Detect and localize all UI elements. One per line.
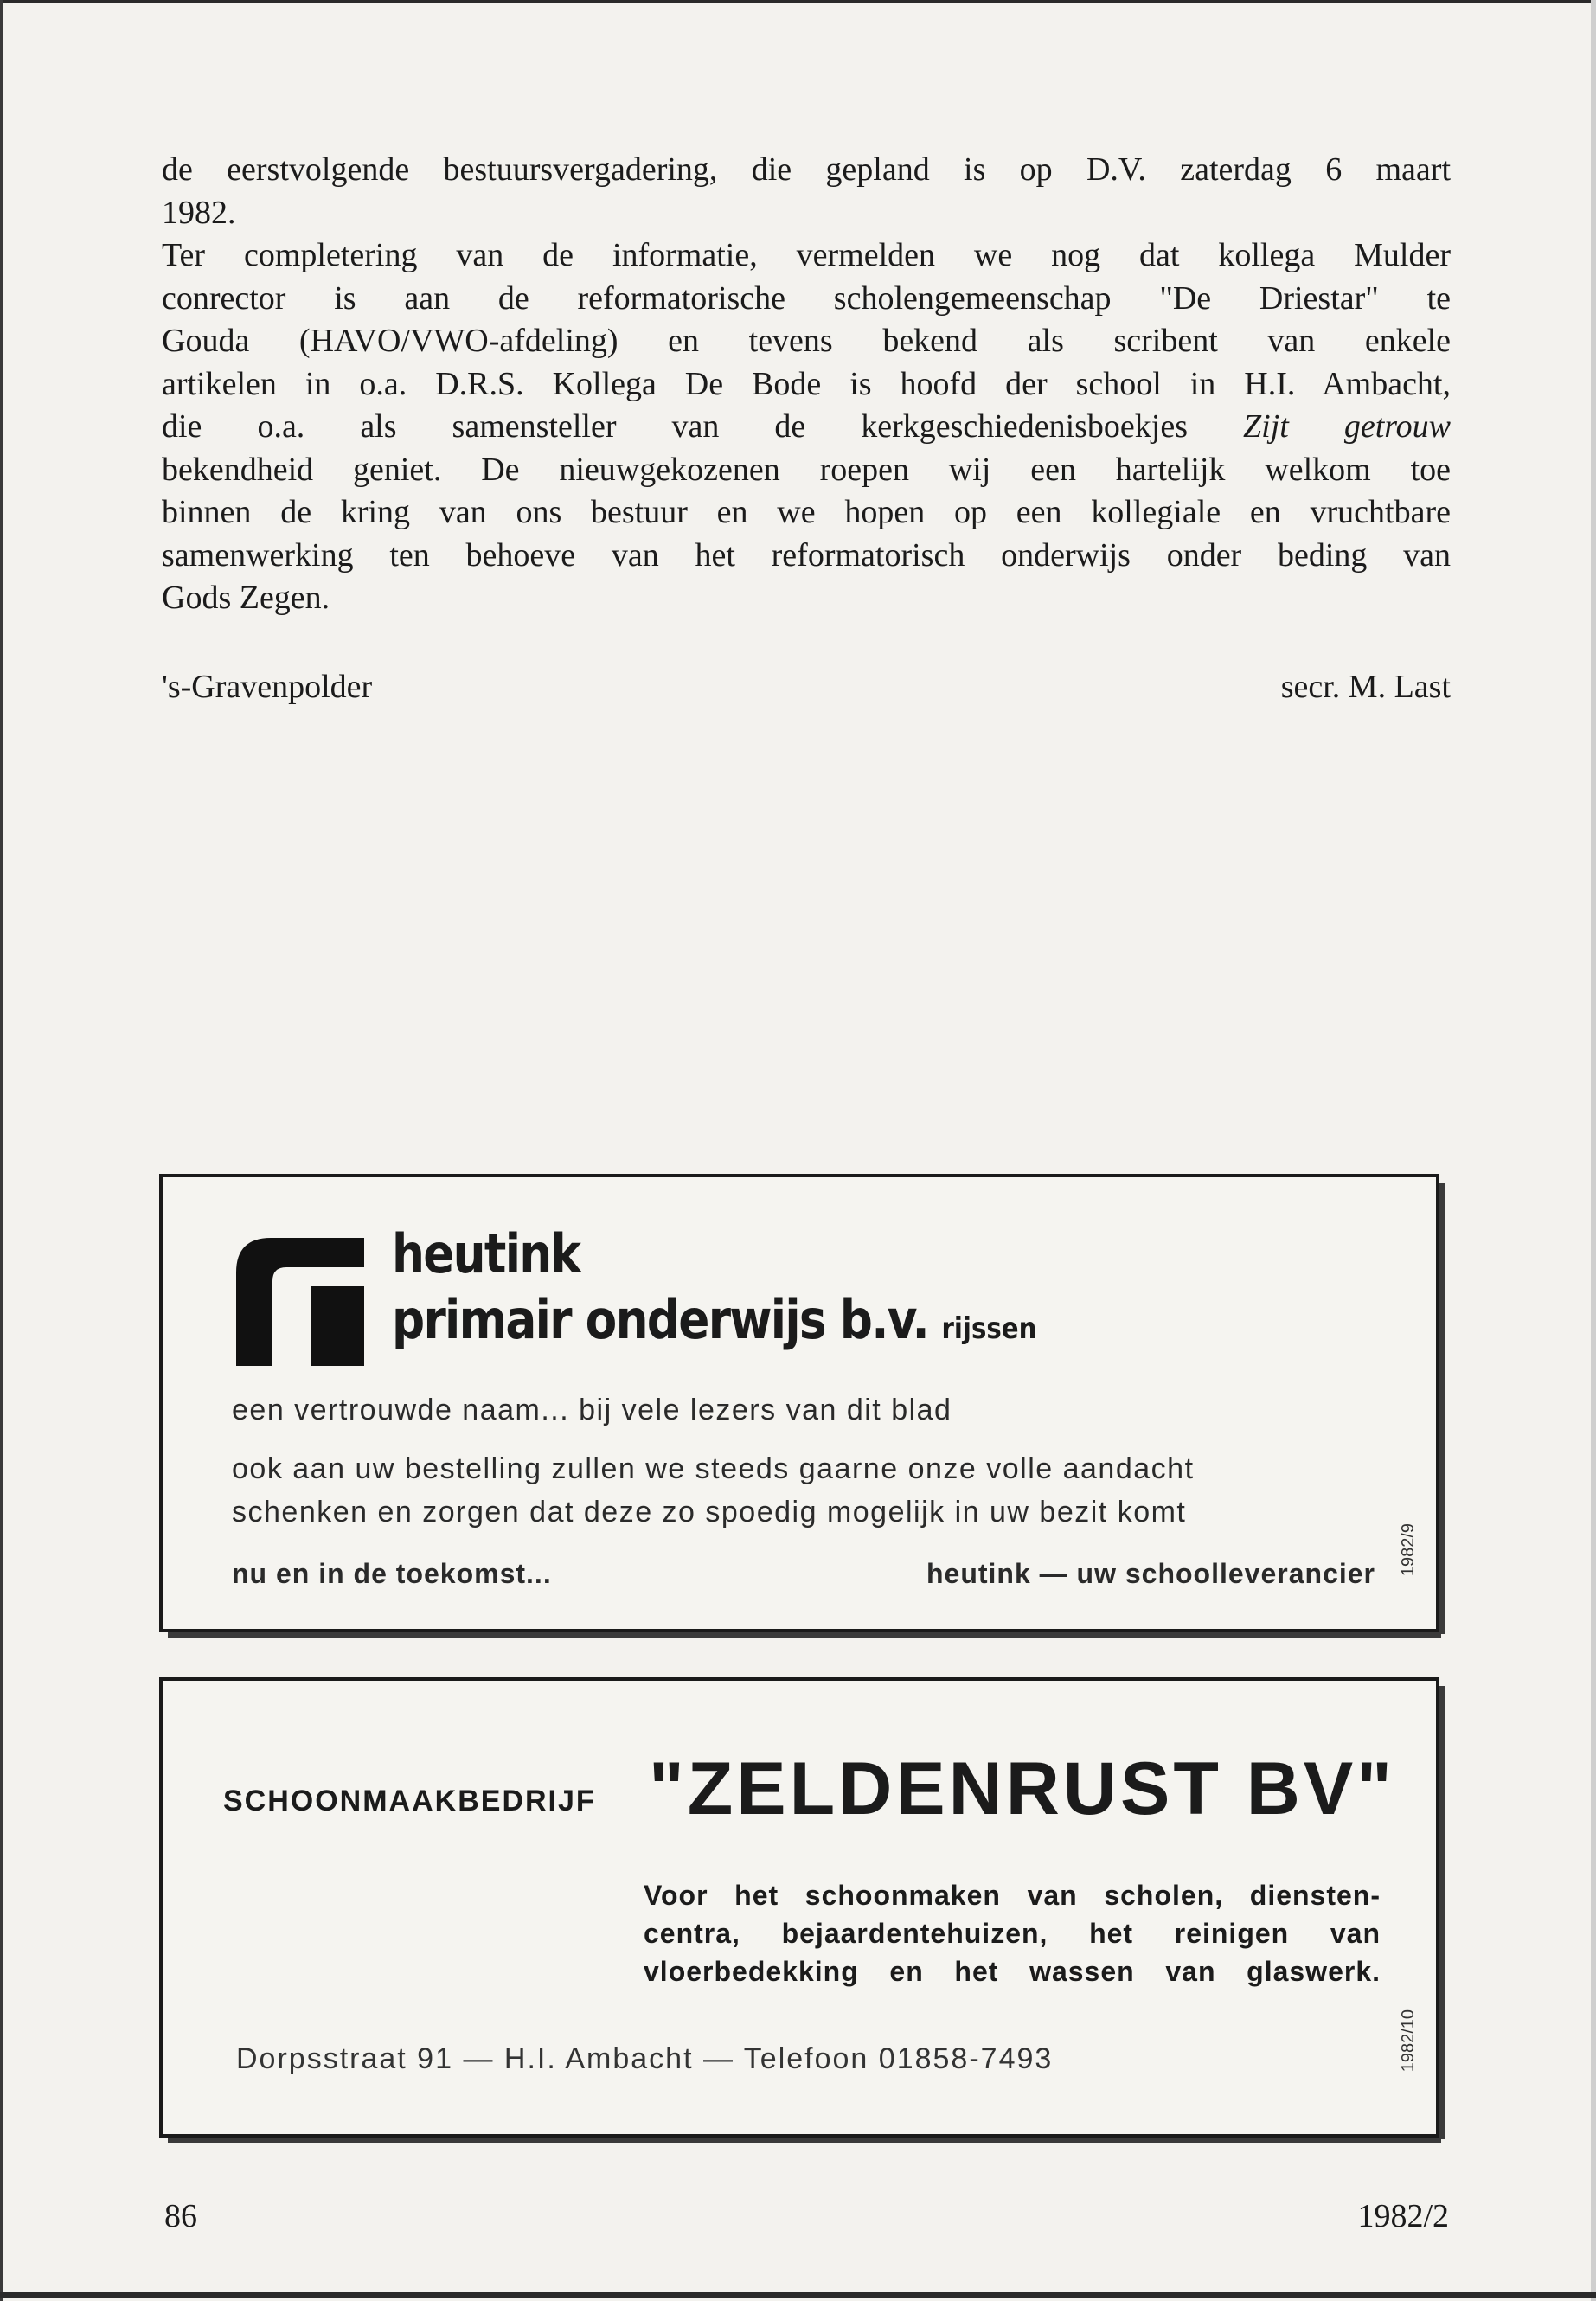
page-right-edge (1591, 0, 1596, 2301)
article-line: Gouda (HAVO/VWO-afdeling) en tevens bekend als scribent van enkele (162, 323, 1451, 359)
article-line: 1982. (162, 194, 236, 231)
brand-city: rijssen (941, 1311, 1037, 1346)
article-line: binnen de kring van ons bestuur en we hopen op een kollegiale en vruchtbare (162, 494, 1451, 530)
signature-place: 's-Gravenpolder (162, 669, 373, 705)
ad-footer-left: nu en in de toekomst... (232, 1558, 552, 1589)
article-line: Gods Zegen. (162, 580, 330, 616)
ad-body-line: schenken en zorgen dat deze zo spoedig mogelijk in uw bezit komt (232, 1496, 1187, 1529)
heutink-logo-icon (236, 1238, 364, 1366)
ad-shadow (1439, 1183, 1445, 1634)
issue-number: 1982/2 (1357, 2198, 1449, 2234)
brand-subtitle (392, 1288, 1036, 1351)
signature-name: secr. M. Last (1280, 669, 1451, 705)
ad-code: 1982/9 (1399, 1523, 1418, 1577)
page-number: 86 (164, 2198, 197, 2234)
zeldenrust-advertisement (159, 1677, 1439, 2138)
book-title: Zijt getrouw (1243, 408, 1451, 445)
company-prefix: SCHOONMAAKBEDRIJF (223, 1785, 596, 1817)
ad-code: 1982/10 (1399, 2009, 1418, 2073)
article-paragraph (162, 149, 1451, 620)
article-line: bekendheid geniet. De nieuwgekozenen roepen wij een hartelijk welkom toe (162, 451, 1451, 488)
ad-shadow (168, 2138, 1441, 2143)
article-line: conrector is aan de reformatorische scholengemeenschap "De Driestar" te (162, 279, 1451, 317)
article-line: samenwerking ten behoeve van het reformatorisch onderwijs onder beding van (162, 536, 1451, 574)
services-text (644, 1876, 1381, 1990)
ad-body-line: ook aan uw bestelling zullen we steeds gaarne onze volle aandacht (232, 1452, 1195, 1485)
article-line-text: die o.a. als samensteller van de kerkgeschiedenisboekjes (162, 408, 1188, 445)
ad-tagline: een vertrouwde naam... bij vele lezers van dit blad (232, 1394, 952, 1426)
page-bottom-edge (0, 2292, 1596, 2298)
services-line: centra, bejaardentehuizen, het reinigen van (644, 1918, 1381, 1949)
brand-name: heutink (392, 1222, 580, 1285)
ad-shadow (168, 1632, 1441, 1638)
company-address: Dorpsstraat 91 — H.I. Ambacht — Telefoon 01858-7493 (236, 2042, 1054, 2075)
article-line: artikelen in o.a. D.R.S. Kollega De Bode is hoofd der school in H.I. Ambacht, (162, 365, 1451, 402)
services-line: vloerbedekking en het wassen van glaswerk. (644, 1956, 1381, 1987)
article-line (162, 406, 1451, 449)
company-name: "ZELDENRUST BV" (649, 1747, 1396, 1830)
services-line: Voor het schoonmaken van scholen, diensten- (644, 1880, 1381, 1911)
article-line: Ter completering van de informatie, vermelden we nog dat kollega Mulder (162, 237, 1451, 273)
ad-shadow (1439, 1686, 1445, 2139)
ad-footer-right: heutink — uw schoolleverancier (926, 1558, 1375, 1589)
page-top-edge (0, 0, 1596, 3)
brand-subtitle-text: primair onderwijs b.v. (392, 1288, 928, 1351)
article-line: de eerstvolgende bestuursvergadering, die gepland is op D.V. zaterdag 6 maart (162, 151, 1451, 188)
heutink-advertisement (159, 1174, 1439, 1632)
page-left-edge (0, 0, 3, 2301)
